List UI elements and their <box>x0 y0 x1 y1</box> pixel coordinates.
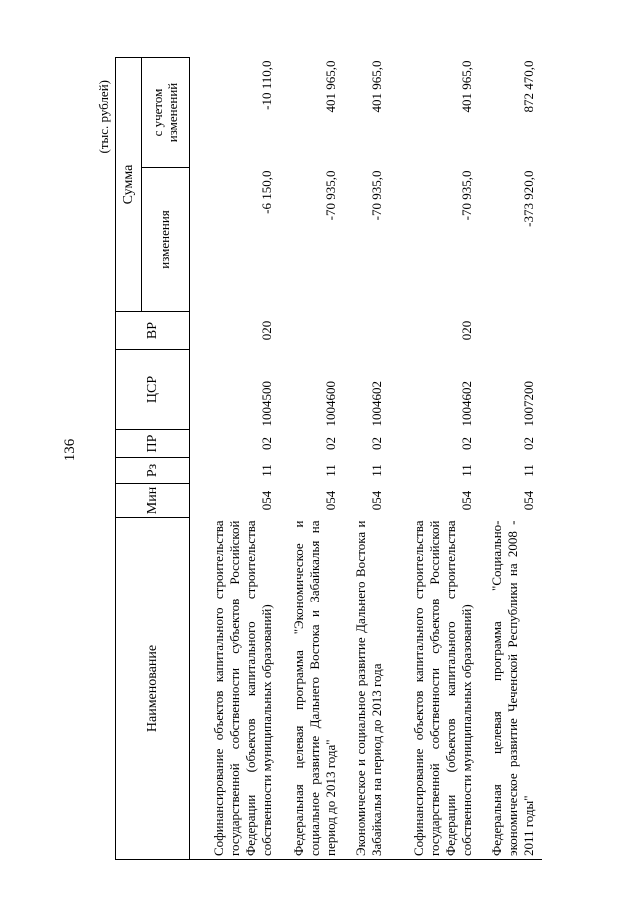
row-name: Федеральная целевая программа "Экономическое и социальное развитие Дальнего Востока и Забайкалья на период до 2013 года" <box>290 520 339 856</box>
header-pr: ПР <box>116 430 190 458</box>
row-csr: 1004600 <box>323 381 339 427</box>
row-with-change: 401 965,0 <box>323 60 339 113</box>
row-with-change: 401 965,0 <box>369 60 385 113</box>
header-change: изменения <box>142 168 190 312</box>
units-label: (тыс. рублей) <box>96 80 111 154</box>
row-min: 054 <box>459 490 475 511</box>
row-change: -373 920,0 <box>521 170 537 227</box>
row-rz: 11 <box>521 464 537 477</box>
table-row <box>392 58 482 860</box>
row-csr: 1004602 <box>459 381 475 427</box>
row-change: -70 935,0 <box>459 170 475 221</box>
row-name: Софинансирование объектов капитального строительства государственной собственности субъектов Российской Федерации (объектов капитального строительства собственности муниципальных образований) <box>210 520 275 856</box>
row-csr: 1004500 <box>259 381 275 427</box>
row-min: 054 <box>259 490 275 511</box>
row-rz: 11 <box>459 464 475 477</box>
header-name: Наименование <box>116 518 190 860</box>
row-name: Экономическое и социальное развитие Дальнего Востока и Забайкалья на период до 2013 года <box>353 520 385 856</box>
row-rz: 11 <box>369 464 385 477</box>
row-rz: 11 <box>259 464 275 477</box>
table-row <box>190 58 282 860</box>
row-vr <box>482 312 542 350</box>
row-rz: 11 <box>323 464 339 477</box>
row-vr <box>346 312 392 350</box>
row-min: 054 <box>323 490 339 511</box>
row-pr: 02 <box>369 437 385 450</box>
header-with-change: с учетом изменений <box>142 58 190 168</box>
row-name: Федеральная целевая программа "Социально-экономическое развитие Чеченской Республики на 2008 - 2011 годы" <box>488 520 537 856</box>
row-csr: 1004602 <box>369 381 385 427</box>
row-min: 054 <box>521 490 537 511</box>
row-pr: 02 <box>521 437 537 450</box>
row-vr: 020 <box>459 320 475 341</box>
row-change: -70 935,0 <box>323 170 339 221</box>
row-with-change: 401 965,0 <box>459 60 475 113</box>
row-change: -70 935,0 <box>369 170 385 221</box>
header-rz: Рз <box>116 458 190 484</box>
row-csr: 1007200 <box>521 381 537 427</box>
row-pr: 02 <box>323 437 339 450</box>
row-min: 054 <box>369 490 385 511</box>
page-number: 136 <box>62 438 78 462</box>
header-csr: ЦСР <box>116 350 190 430</box>
row-pr: 02 <box>259 437 275 450</box>
row-with-change: -10 110,0 <box>259 60 275 110</box>
header-sum: Сумма <box>116 58 142 312</box>
row-pr: 02 <box>459 437 475 450</box>
header-vr: ВР <box>116 312 190 350</box>
table-row <box>482 58 542 860</box>
row-vr: 020 <box>259 320 275 341</box>
row-vr <box>282 312 346 350</box>
row-with-change: 872 470,0 <box>521 60 537 113</box>
table-row <box>282 58 346 860</box>
row-change: -6 150,0 <box>259 170 275 214</box>
row-name: Софинансирование объектов капитального строительства государственной собственности субъектов Российской Федерации (объектов капитального строительства собственности муниципальных образований) <box>410 520 475 856</box>
budget-table <box>115 57 542 860</box>
table-row <box>346 58 392 860</box>
header-min: Мин <box>116 484 190 518</box>
